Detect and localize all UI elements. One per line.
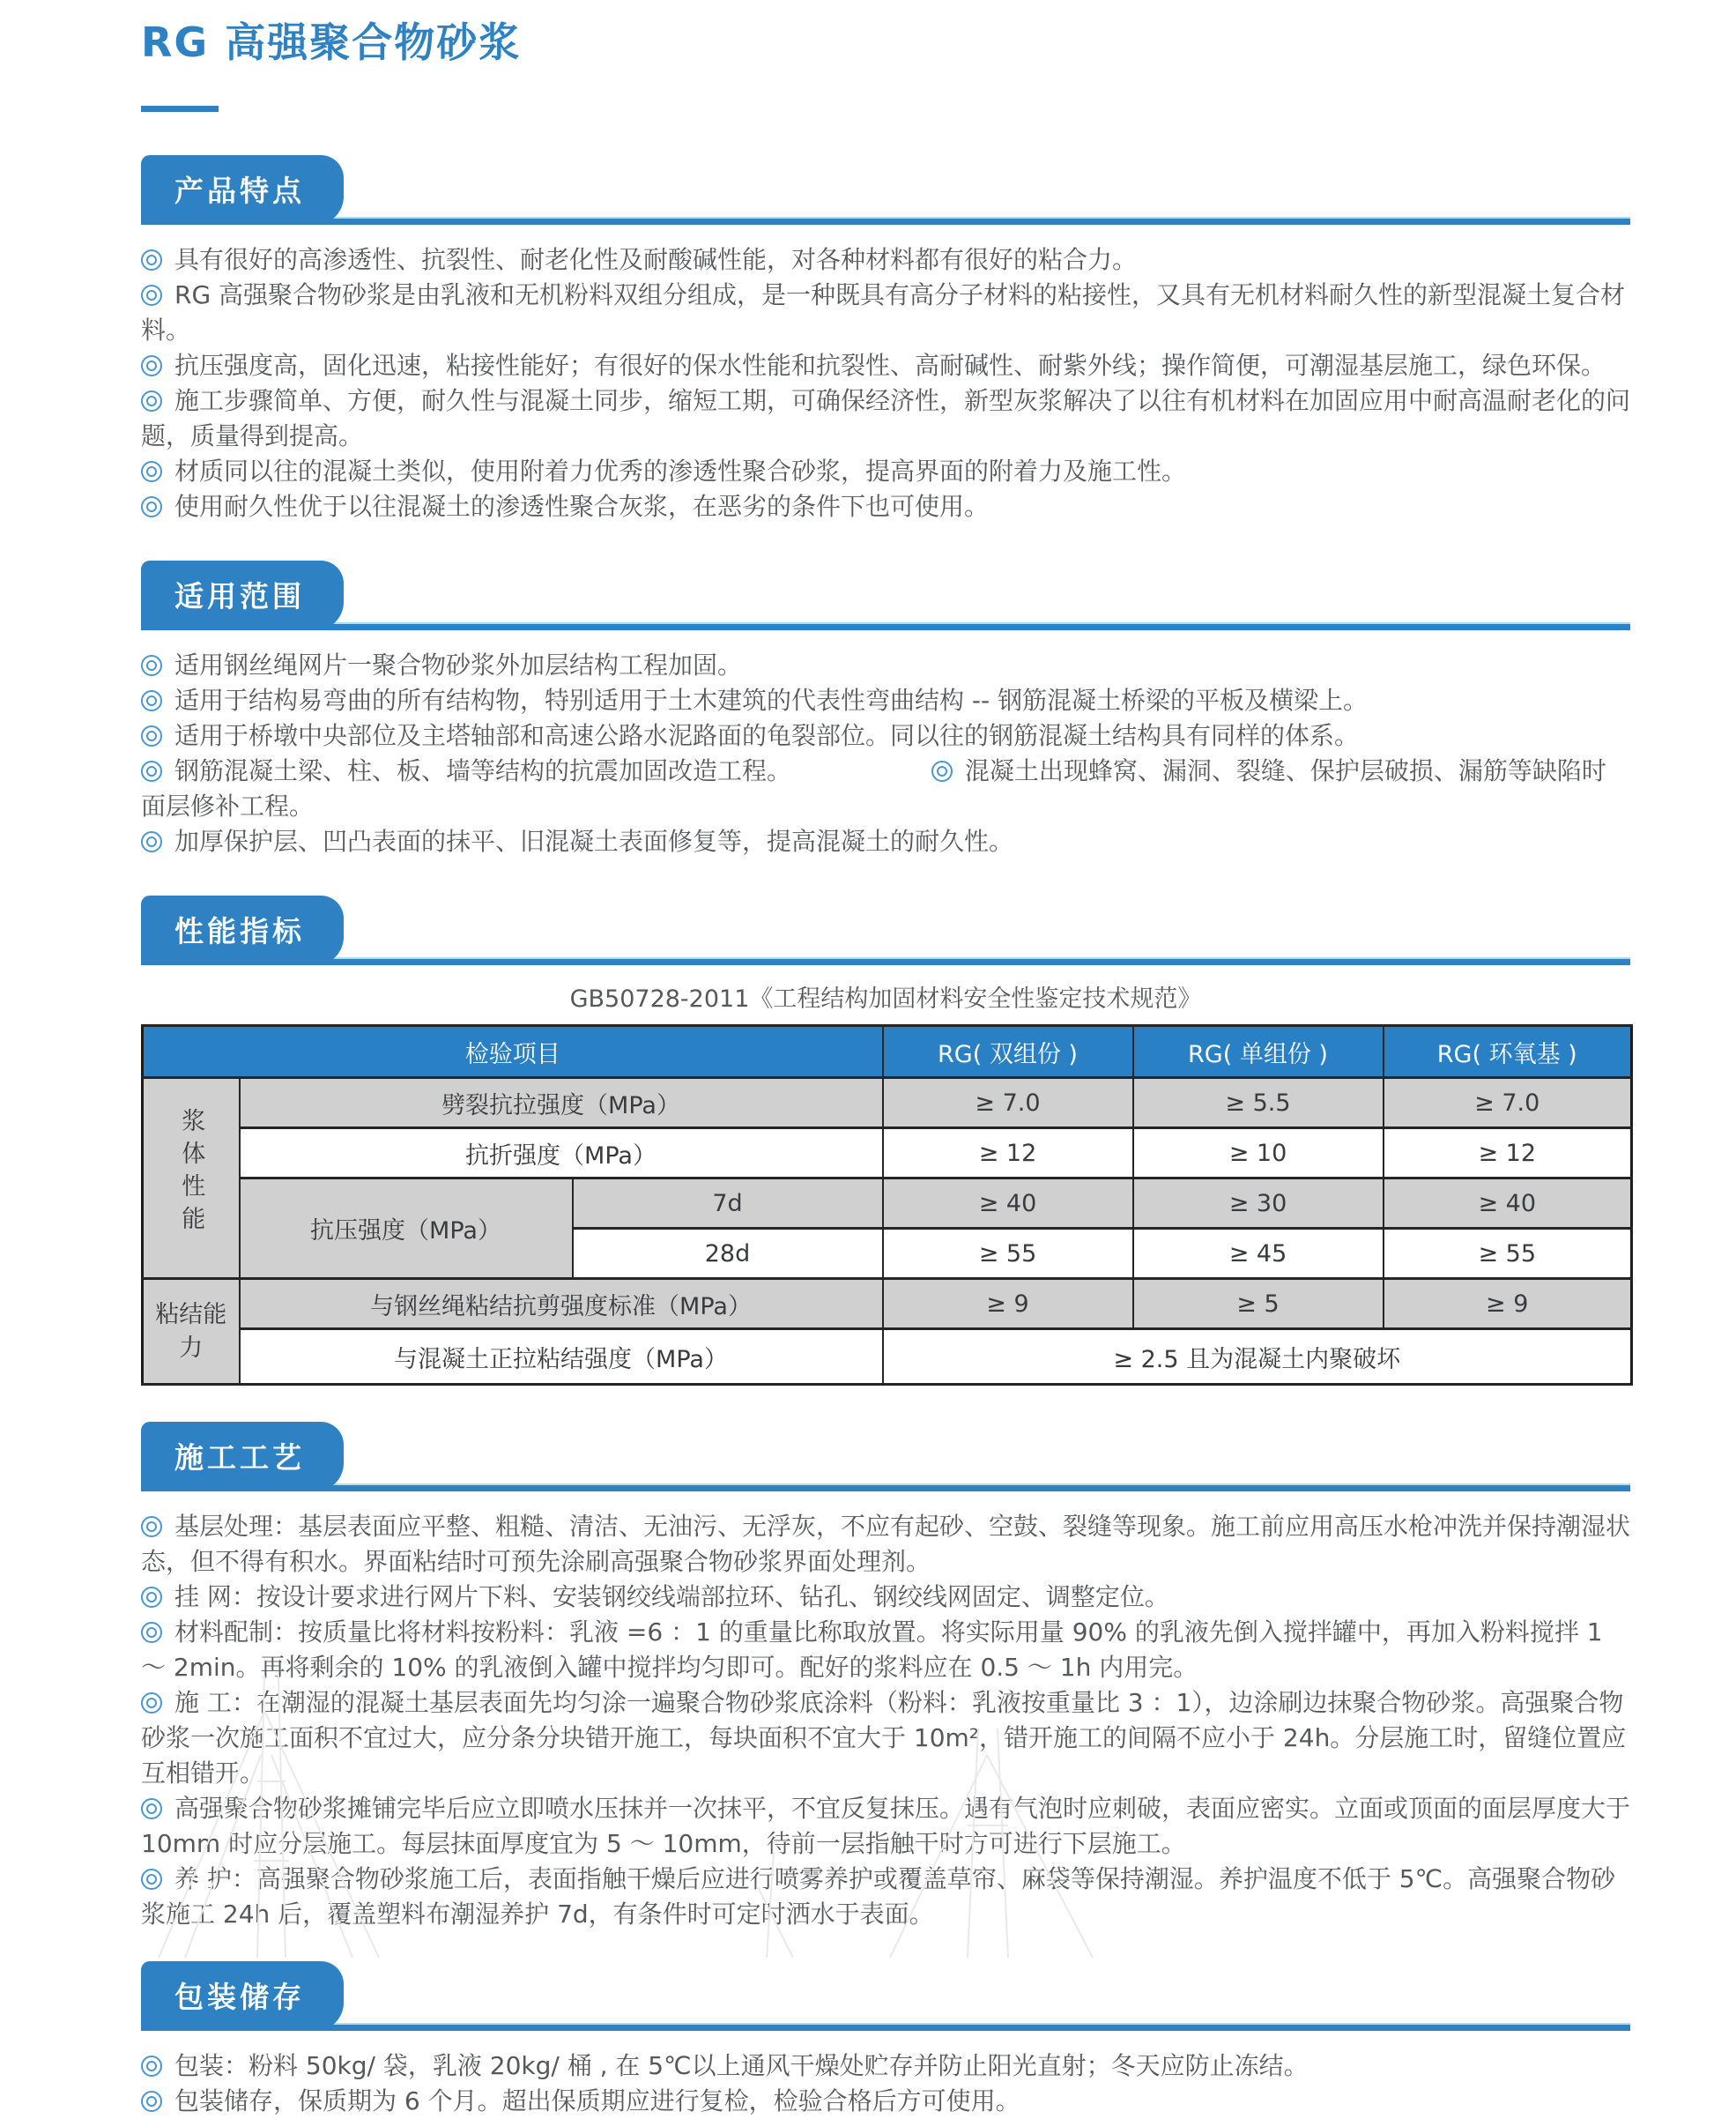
cell-value: ≥ 7.0 [1384, 1078, 1632, 1128]
list-item-left [141, 756, 791, 785]
bullet-inner-ring [146, 290, 157, 301]
table-row [143, 1078, 1632, 1128]
list-item-text: 养 护：高强聚合物砂浆施工后，表面指触干燥后应进行喷雾养护或覆盖草帘、麻袋等保持潮湿。养护温度不低于 5℃。高强聚合物砂浆施工 24h 后，覆盖塑料布潮湿养护 7d，有条件时可定时洒水于表面。 [141, 1864, 1616, 1929]
list-item-text: 包装储存，保质期为 6 个月。超出保质期应进行复检，检验合格后方可使用。 [174, 2086, 1020, 2115]
cell-value: ≥ 55 [1384, 1229, 1632, 1279]
bullet-inner-ring [146, 1627, 157, 1638]
list-item-double [141, 754, 1630, 824]
list-item [141, 454, 1630, 489]
table-row [143, 1279, 1632, 1329]
list-item [141, 348, 1630, 383]
performance-table [141, 1024, 1633, 1386]
section-header-storage [141, 1962, 1630, 2031]
list-item-text: 混凝土出现蜂窝、漏洞、裂缝、保护层破损、漏筋等缺陷时面层修补工程。 [141, 756, 1606, 821]
list-item [141, 242, 1630, 278]
bullet-icon [141, 355, 162, 376]
section-badge-label: 适用范围 [174, 579, 305, 613]
cell-item: 与钢丝绳粘结抗剪强度标准（MPa） [240, 1279, 883, 1329]
row-group-label: 浆体性能 [177, 1108, 205, 1238]
bullet-inner-ring [146, 836, 157, 847]
section-badge-process [141, 1422, 344, 1491]
list-item [141, 683, 1630, 718]
features-list [141, 242, 1630, 524]
list-item [141, 648, 1630, 683]
cell-value: ≥ 5 [1133, 1279, 1384, 1329]
list-item-text: 高强聚合物砂浆摊铺完毕后应立即喷水压抹并一次抹平，不宜反复抹压。遇有气泡时应刺破，表面应密实。立面或顶面的面层厚度大于 10mm 时应分层施工。每层抹面厚度宜为 5 ～ 10mm，待前一层指触干时方可进行下层施工。 [141, 1794, 1631, 1858]
section-process [141, 1423, 1630, 1932]
cell-value: ≥ 10 [1133, 1128, 1384, 1178]
storage-list [141, 2048, 1630, 2119]
bullet-icon [141, 1869, 162, 1890]
table-header-rg-double: RG( 双组份 ) [883, 1026, 1133, 1078]
section-rule [141, 217, 1630, 225]
table-caption: GB50728-2011《工程结构加固材料安全性鉴定技术规范》 [569, 985, 1202, 1013]
list-item [141, 824, 1630, 859]
bullet-inner-ring [146, 1803, 157, 1814]
bullet-icon [141, 1692, 162, 1714]
section-scope [141, 561, 1630, 859]
bullet-inner-ring [146, 695, 157, 706]
table-row [143, 1329, 1632, 1385]
bullet-inner-ring [146, 731, 157, 741]
cell-value: ≥ 5.5 [1133, 1078, 1384, 1128]
list-item-text: 材料配制：按质量比将材料按粉料：乳液 =6 ：1 的重量比称取放置。将实际用量 90% 的乳液先倒入搅拌罐中，再加入粉料搅拌 1 ～ 2min。再将剩余的 10% 的乳液倒入罐中搅拌均匀即可。配好的浆料应在 0.5 ～ 1h 内用完。 [141, 1617, 1603, 1682]
list-item-text: 基层处理：基层表面应平整、粗糙、清洁、无油污、无浮灰，不应有起砂、空鼓、裂缝等现象。施工前应用高压水枪冲洗并保持潮湿状态，但不得有积水。界面粘结时可预先涂刷高强聚合物砂浆界面处理剂。 [141, 1512, 1631, 1576]
list-item [141, 1509, 1630, 1580]
list-item-text: 加厚保护层、凹凸表面的抹平、旧混凝土表面修复等，提高混凝土的耐久性。 [174, 827, 1014, 856]
cell-value: ≥ 55 [883, 1229, 1133, 1279]
section-header-features [141, 156, 1630, 225]
cell-value-merged: ≥ 2.5 且为混凝土内聚破坏 [883, 1329, 1632, 1385]
cell-value: ≥ 45 [1133, 1229, 1384, 1279]
section-features [141, 156, 1630, 524]
cell-value: ≥ 12 [1384, 1128, 1632, 1178]
list-item-text: 钢筋混凝土梁、柱、板、墙等结构的抗震加固改造工程。 [174, 756, 792, 785]
bullet-icon [141, 496, 162, 517]
list-item [141, 2084, 1630, 2119]
section-rule [141, 2023, 1630, 2031]
page-title: RG 高强聚合物砂浆 [141, 19, 522, 66]
section-badge-label: 性能指标 [174, 914, 305, 948]
bullet-icon [141, 1798, 162, 1819]
list-item-text: 适用钢丝绳网片一聚合物砂浆外加层结构工程加固。 [174, 651, 743, 680]
bullet-icon [141, 390, 162, 412]
section-rule [141, 622, 1630, 630]
cell-value: ≥ 12 [883, 1128, 1133, 1178]
bullet-inner-ring [146, 1698, 157, 1708]
section-header-performance [141, 896, 1630, 965]
table-row [143, 1128, 1632, 1178]
row-group-paste [143, 1078, 240, 1279]
bullet-inner-ring [146, 2061, 157, 2071]
bullet-icon [141, 1587, 162, 1608]
list-item [141, 1615, 1630, 1685]
list-item [141, 278, 1630, 348]
bullet-inner-ring [146, 1592, 157, 1602]
scope-list [141, 648, 1630, 859]
cell-item: 抗折强度（MPa） [240, 1128, 883, 1178]
list-item-text: 具有很好的高渗透性、抗裂性、耐老化性及耐酸碱性能，对各种材料都有很好的粘合力。 [174, 245, 1138, 274]
table-row [143, 1178, 1632, 1229]
bullet-inner-ring [146, 361, 157, 371]
list-item-text: 施工步骤简单、方便，耐久性与混凝土同步，缩短工期，可确保经济性，新型灰浆解决了以往有机材料在加固应用中耐高温耐老化的问题，质量得到提高。 [141, 386, 1631, 450]
list-item-text: 材质同以往的混凝土类似，使用附着力优秀的渗透性聚合砂浆，提高界面的附着力及施工性。 [174, 457, 1187, 486]
list-item [141, 1862, 1630, 1932]
list-item-text: 适用于结构易弯曲的所有结构物，特别适用于土木建筑的代表性弯曲结构 -- 钢筋混凝土桥梁的平板及横梁上。 [174, 686, 1369, 715]
list-item [141, 718, 1630, 754]
bullet-inner-ring [146, 255, 157, 265]
bullet-icon [141, 831, 162, 852]
table-header-rg-single: RG( 单组份 ) [1133, 1026, 1384, 1078]
bullet-inner-ring [146, 766, 157, 777]
title-underline [141, 106, 219, 112]
list-item [141, 1685, 1630, 1791]
bullet-inner-ring [146, 1521, 157, 1532]
bullet-icon [931, 761, 953, 782]
list-item-text: 适用于桥墩中央部位及主塔轴部和高速公路水泥路面的龟裂部位。同以往的钢筋混凝土结构具有同样的体系。 [174, 721, 1360, 750]
cell-sub-age: 7d [573, 1178, 883, 1229]
list-item [141, 1580, 1630, 1615]
bullet-inner-ring [937, 766, 947, 777]
section-badge-storage [141, 1961, 344, 2031]
bullet-icon [141, 690, 162, 711]
cell-value: ≥ 9 [883, 1279, 1133, 1329]
row-group-bond: 粘结能力 [143, 1279, 240, 1385]
list-item [141, 383, 1630, 454]
list-item [141, 1791, 1630, 1862]
cell-item: 劈裂抗拉强度（MPa） [240, 1078, 883, 1128]
list-item-text: 抗压强度高，固化迅速，粘接性能好；有很好的保水性能和抗裂性、高耐碱性、耐紫外线；操作简便，可潮湿基层施工，绿色环保。 [174, 351, 1606, 380]
bullet-inner-ring [146, 502, 157, 512]
cell-sub-age: 28d [573, 1229, 883, 1279]
cell-item: 与混凝土正拉粘结强度（MPa） [240, 1329, 883, 1385]
section-storage [141, 1962, 1630, 2119]
list-item-text: 挂 网：按设计要求进行网片下料、安装钢绞线端部拉环、钻孔、钢绞线网固定、调整定位。 [174, 1582, 1169, 1611]
bullet-inner-ring [146, 1874, 157, 1885]
list-item-text: 施 工：在潮湿的混凝土基层表面先均匀涂一遍聚合物砂浆底涂料（粉料：乳液按重量比 3 ：1），边涂刷边抹聚合物砂浆。高强聚合物砂浆一次施工面积不宜过大，应分条分块错开施工，每块面积不宜大于 10m²，错开施工的间隔不应小于 24h。分层施工时，留缝位置应互相错开。 [141, 1688, 1627, 1788]
section-header-process [141, 1423, 1630, 1491]
table-header-item: 检验项目 [143, 1026, 883, 1078]
bullet-icon [141, 1516, 162, 1537]
bullet-icon [141, 655, 162, 676]
section-rule [141, 1483, 1630, 1491]
list-item-text: 包装：粉料 50kg/ 袋，乳液 20kg/ 桶 , 在 5℃以上通风干燥处贮存并防止阳光直射；冬天应防止冻结。 [174, 2051, 1309, 2080]
cell-value: ≥ 7.0 [883, 1078, 1133, 1128]
table-header-rg-epoxy: RG( 环氧基 ) [1384, 1026, 1632, 1078]
cell-value: ≥ 30 [1133, 1178, 1384, 1229]
section-badge-scope [141, 561, 344, 630]
section-badge-label: 产品特点 [174, 174, 305, 208]
section-badge-label: 施工工艺 [174, 1440, 305, 1475]
bullet-inner-ring [146, 466, 157, 477]
bullet-inner-ring [146, 660, 157, 671]
list-item-text: RG 高强聚合物砂浆是由乳液和无机粉料双组分组成，是一种既具有高分子材料的粘接性，又具有无机材料耐久性的新型混凝土复合材料。 [141, 280, 1626, 345]
section-badge-features [141, 155, 344, 225]
bullet-inner-ring [146, 2096, 157, 2107]
bullet-inner-ring [146, 396, 157, 406]
bullet-icon [141, 2056, 162, 2077]
bullet-icon [141, 461, 162, 482]
bullet-icon [141, 285, 162, 306]
section-performance [141, 896, 1630, 1386]
list-item [141, 489, 1630, 524]
table-header-row [143, 1026, 1632, 1078]
list-item [141, 2048, 1630, 2084]
bullet-icon [141, 1622, 162, 1643]
bullet-icon [141, 761, 162, 782]
section-badge-performance [141, 896, 344, 965]
cell-value: ≥ 40 [1384, 1178, 1632, 1229]
bullet-icon [141, 725, 162, 747]
section-badge-label: 包装储存 [174, 1980, 305, 2014]
cell-value: ≥ 40 [883, 1178, 1133, 1229]
process-list [141, 1509, 1630, 1932]
bullet-icon [141, 249, 162, 271]
list-item-text: 使用耐久性优于以往混凝土的渗透性聚合灰浆，在恶劣的条件下也可使用。 [174, 492, 990, 521]
section-header-scope [141, 561, 1630, 630]
bullet-icon [141, 2091, 162, 2112]
cell-value: ≥ 9 [1384, 1279, 1632, 1329]
section-rule [141, 957, 1630, 965]
cell-item-compressive: 抗压强度（MPa） [240, 1178, 573, 1279]
